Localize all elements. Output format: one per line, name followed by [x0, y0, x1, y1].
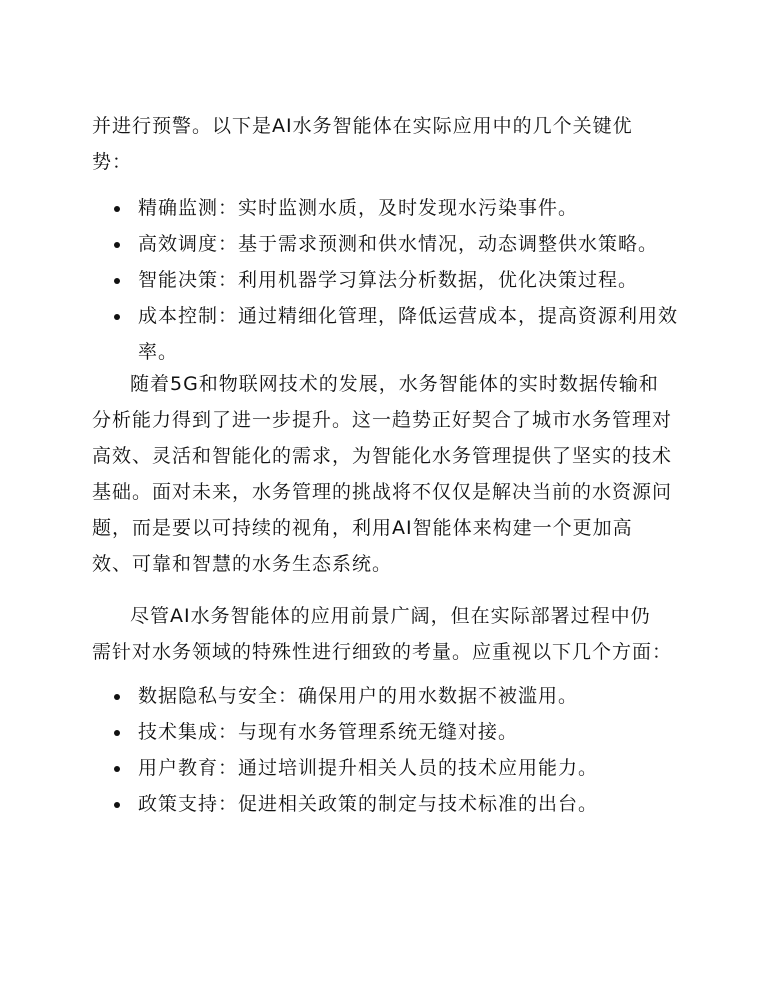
list-item-text: 智能决策：利用机器学习算法分析数据，优化决策过程。	[138, 269, 639, 291]
bullet-icon	[114, 766, 120, 772]
advantages-list	[92, 190, 692, 370]
list-item	[92, 190, 692, 226]
bullet-icon	[114, 242, 120, 248]
bullet-icon	[114, 802, 120, 808]
list-item	[92, 226, 692, 262]
list-item-text: 成本控制：通过精细化管理，降低运营成本，提高资源利用效	[138, 305, 679, 327]
bullet-icon	[114, 730, 120, 736]
paragraph-line: 高效、灵活和智能化的需求，为智能化水务管理提供了坚实的技术	[92, 445, 673, 467]
list-item-continuation: 率。	[138, 341, 179, 363]
paragraph-line: 分析能力得到了进一步提升。这一趋势正好契合了城市水务管理对	[92, 409, 673, 431]
paragraph-line: 基础。面对未来，水务管理的挑战将不仅仅是解决当前的水资源问	[92, 481, 673, 503]
bullet-icon	[114, 314, 120, 320]
list-item	[92, 262, 692, 298]
bullet-icon	[114, 206, 120, 212]
paragraph-line: 需针对水务领域的特殊性进行细致的考量。应重视以下几个方面：	[92, 641, 673, 663]
considerations-list	[92, 678, 692, 822]
bullet-icon	[114, 694, 120, 700]
list-item	[92, 786, 692, 822]
paragraph-development	[92, 366, 682, 582]
list-item-text: 数据隐私与安全：确保用户的用水数据不被滥用。	[138, 685, 579, 707]
list-item	[92, 714, 692, 750]
paragraph-line: 题，而是要以可持续的视角，利用AI智能体来构建一个更加高	[92, 517, 633, 539]
intro-line-1: 并进行预警。以下是AI水务智能体在实际应用中的几个关键优	[92, 115, 633, 137]
list-item-text: 高效调度：基于需求预测和供水情况，动态调整供水策略。	[138, 233, 659, 255]
list-item-text: 精确监测：实时监测水质，及时发现水污染事件。	[138, 197, 579, 219]
paragraph-line: 效、可靠和智慧的水务生态系统。	[92, 553, 393, 575]
list-item	[92, 678, 692, 714]
paragraph-considerations	[92, 598, 682, 670]
list-item	[92, 298, 692, 370]
paragraph-line: 尽管AI水务智能体的应用前景广阔，但在实际部署过程中仍	[130, 605, 651, 627]
list-item-text: 技术集成：与现有水务管理系统无缝对接。	[138, 721, 519, 743]
list-item-text: 用户教育：通过培训提升相关人员的技术应用能力。	[138, 757, 599, 779]
list-item	[92, 750, 692, 786]
intro-paragraph	[92, 108, 682, 180]
list-item-text: 政策支持：促进相关政策的制定与技术标准的出台。	[138, 793, 599, 815]
paragraph-line: 随着5G和物联网技术的发展，水务智能体的实时数据传输和	[130, 373, 659, 395]
bullet-icon	[114, 278, 120, 284]
intro-line-2: 势：	[92, 151, 133, 173]
